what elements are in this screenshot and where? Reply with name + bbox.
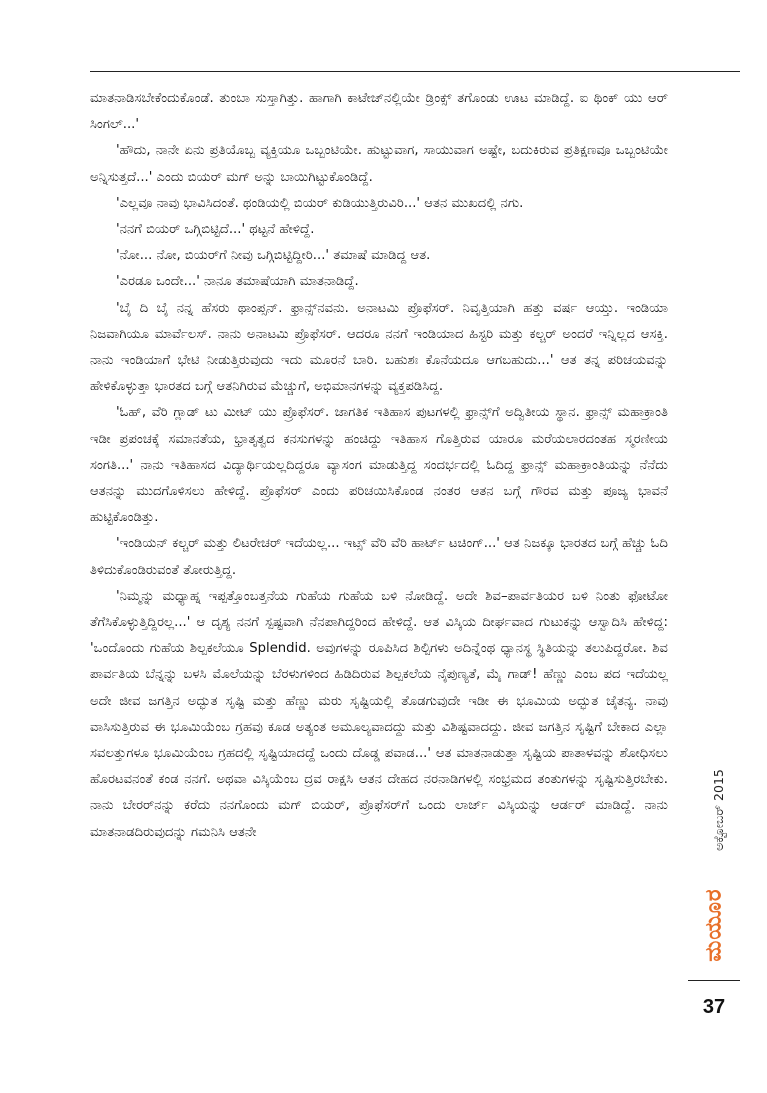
paragraph: 'ಓಹ್, ವೆರಿ ಗ್ಲಾಡ್ ಟು ಮೀಟ್ ಯು ಪ್ರೊಫೆಸರ್. ಜಾಗತಿಕ ಇತಿಹಾಸ ಪುಟಗಳಲ್ಲಿ ಫ್ರಾನ್ಸ್‌ಗೆ ಅದ್ವಿತೀಯ ಸ್ಥಾನ. ಫ್ರಾನ್ಸ್ ಮಹಾಕ್ರಾಂತಿ ಇಡೀ ಪ್ರಪಂಚಕ್ಕೆ ಸಮಾನತೆಯ, ಭ್ರಾತೃತ್ವದ ಕನಸುಗಳನ್ನು ಹಂಚಿದ್ದು ಇತಿಹಾಸ ಗೊತ್ತಿರುವ ಯಾರೂ ಮರೆಯಲಾರದಂತಹ ಸ್ಮರಣೀಯ ಸಂಗತಿ...' ನಾನು ಇತಿಹಾಸದ ವಿದ್ಯಾರ್ಥಿಯಲ್ಲದಿದ್ದರೂ ವ್ಯಾಸಂಗ ಮಾಡುತ್ತಿದ್ದ ಸಂದರ್ಭದಲ್ಲಿ ಓದಿದ್ದ ಫ್ರಾನ್ಸ್ ಮಹಾಕ್ರಾಂತಿಯನ್ನು ನೆನೆದು ಆತನನ್ನು ಮುದಗೊಳಿಸಲು ಹೇಳಿದ್ದೆ. ಪ್ರೊಫೆಸರ್ ಎಂದು ಪರಿಚಯಿಸಿಕೊಂಡ ನಂತರ ಆತನ ಬಗ್ಗೆ ಗೌರವ ಮತ್ತು ಪೂಜ್ಯ ಭಾವನೆ ಹುಟ್ಟಿಕೊಂಡಿತ್ತು. <box>90 405 668 526</box>
paragraph: 'ಎರಡೂ ಒಂದೇ...' ನಾನೂ ತಮಾಷೆಯಾಗಿ ಮಾತನಾಡಿದ್ದೆ. <box>116 274 359 290</box>
page-number: 37 <box>702 996 726 1018</box>
paragraph: 'ನೋ... ನೋ, ಬಿಯರ್‌ಗೆ ನೀವು ಒಗ್ಗಿಬಿಟ್ಟಿದ್ದೀರಿ...' ತಮಾಷೆ ಮಾಡಿದ್ದ ಆತ. <box>116 248 431 264</box>
paragraph: 'ಇಂಡಿಯನ್ ಕಲ್ಚರ್ ಮತ್ತು ಲಿಟರೇಚರ್ ಇದೆಯಲ್ಲ... ಇಟ್ಸ್ ವೆರಿ ವೆರಿ ಹಾರ್ಟ್ ಟಚಿಂಗ್...' ಆತ ನಿಜಕ್ಕೂ ಭಾರತದ ಬಗ್ಗೆ ಹೆಚ್ಚು ಓದಿ ತಿಳಿದುಕೊಂಡಿರುವಂತೆ ತೋರುತ್ತಿದ್ದ. <box>90 536 668 578</box>
magazine-logo: ಮಯೂರ <box>701 888 727 962</box>
paragraph: 'ನನಗೆ ಬಿಯರ್ ಒಗ್ಗಿಬಿಟ್ಟಿದೆ...' ಥಟ್ಟನೆ ಹೇಳಿದ್ದೆ. <box>116 222 315 238</box>
magazine-logo-box <box>688 880 740 970</box>
paragraph: ಮಾತನಾಡಿಸಬೇಕೆಂದುಕೊಂಡೆ. ತುಂಬಾ ಸುಸ್ತಾಗಿತ್ತು. ಹಾಗಾಗಿ ಕಾಟೇಜ್‌ನಲ್ಲಿಯೇ ಡ್ರಿಂಕ್ಸ್ ತಗೊಂಡು ಊಟ ಮಾಡಿದ್ದೆ. ಐ ಥಿಂಕ್ ಯು ಆರ್ ಸಿಂಗಲ್...' <box>90 91 668 133</box>
issue-date: ಅಕ್ಟೋಬರ್ 2015 <box>711 769 726 851</box>
paragraph: 'ಬೈ ದಿ ಬೈ ನನ್ನ ಹೆಸರು ಥಾಂಪ್ಸನ್. ಫ್ರಾನ್ಸ್‌ನವನು. ಅನಾಟಮಿ ಪ್ರೊಫೆಸರ್. ನಿವೃತ್ತಿಯಾಗಿ ಹತ್ತು ವರ್ಷ ಆಯ್ತು. ಇಂಡಿಯಾ ನಿಜವಾಗಿಯೂ ಮಾರ್ವೆಲಸ್. ನಾನು ಅನಾಟಮಿ ಪ್ರೊಫೆಸರ್. ಆದರೂ ನನಗೆ ಇಂಡಿಯಾದ ಹಿಸ್ಟರಿ ಮತ್ತು ಕಲ್ಚರ್ ಅಂದರೆ ಇನ್ನಿಲ್ಲದ ಆಸಕ್ತಿ. ನಾನು ಇಂಡಿಯಾಗೆ ಭೇಟಿ ನೀಡುತ್ತಿರುವುದು ಇದು ಮೂರನೆ ಬಾರಿ. ಬಹುಶಃ ಕೊನೆಯದೂ ಆಗಬಹುದು...' ಆತ ತನ್ನ ಪರಿಚಯವನ್ನು ಹೇಳಿಕೊಳ್ಳುತ್ತಾ ಭಾರತದ ಬಗ್ಗೆ ಆತನಿಗಿರುವ ಮೆಚ್ಚುಗೆ, ಅಭಿಮಾನಗಳನ್ನು ವ್ಯಕ್ತಪಡಿಸಿದ್ದ. <box>90 300 668 395</box>
footer-rule <box>688 980 740 981</box>
issue-date-box <box>704 745 734 875</box>
paragraph: 'ನಿಮ್ಮನ್ನು ಮಧ್ಯಾಹ್ನ ಇಪ್ಪತ್ತೊಂಬತ್ತನೆಯ ಗುಹೆಯ ಗುಹೆಯ ಬಳಿ ನೋಡಿದ್ದೆ. ಅದೇ ಶಿವ–ಪಾರ್ವತಿಯರ ಬಳಿ ನಿಂತು ಫೋಟೋ ತೆಗೆಸಿಕೊಳ್ಳುತ್ತಿದ್ದಿರಲ್ಲ...' ಆ ದೃಶ್ಯ ನನಗೆ ಸ್ಪಷ್ಟವಾಗಿ ನೆನಪಾಗಿದ್ದರಿಂದ ಹೇಳಿದ್ದೆ. ಆತ ವಿಸ್ಕಿಯ ದೀರ್ಘವಾದ ಗುಟುಕನ್ನು ಆಸ್ವಾದಿಸಿ ಹೇಳಿದ್ದ: 'ಒಂದೊಂದು ಗುಹೆಯ ಶಿಲ್ಪಕಲೆಯೂ Splendid. ಅವುಗಳನ್ನು ರೂಪಿಸಿದ ಶಿಲ್ಪಿಗಳು ಅದಿನ್ನೆಂಥ ಧ್ಯಾನಸ್ಥ ಸ್ಥಿತಿಯನ್ನು ತಲುಪಿದ್ದರೋ. ಶಿವ ಪಾರ್ವತಿಯ ಬೆನ್ನನ್ನು ಬಳಸಿ ಮೊಲೆಯನ್ನು ಬೆರಳುಗಳಿಂದ ಹಿಡಿದಿರುವ ಶಿಲ್ಪಕಲೆಯ ನೈಪುಣ್ಯತೆ, ಮೈ ಗಾಡ್! ಹೆಣ್ಣು ಎಂಬ ಪದ ಇದೆಯಲ್ಲ ಅದೇ ಜೀವ ಜಗತ್ತಿನ ಅದ್ಭುತ ಸೃಷ್ಟಿ ಮತ್ತು ಹೆಣ್ಣು ಮರು ಸೃಷ್ಟಿಯಲ್ಲಿ ತೊಡಗುವುದೇ ಇಡೀ ಈ ಭೂಮಿಯ ಅದ್ಭುತ ಚೈತನ್ಯ. ನಾವು ವಾಸಿಸುತ್ತಿರುವ ಈ ಭೂಮಿಯೆಂಬ ಗ್ರಹವು ಕೂಡ ಅತ್ಯಂತ ಅಮೂಲ್ಯವಾದದ್ದು ಮತ್ತು ವಿಶಿಷ್ಟವಾದದ್ದು. ಜೀವ ಜಗತ್ತಿನ ಸೃಷ್ಟಿಗೆ ಬೇಕಾದ ಎಲ್ಲಾ ಸವಲತ್ತುಗಳೂ ಭೂಮಿಯೆಂಬ ಗ್ರಹದಲ್ಲಿ ಸೃಷ್ಟಿಯಾದದ್ದೆ ಒಂದು ದೊಡ್ಡ ಪವಾಡ...' ಆತ ಮಾತನಾಡುತ್ತಾ ಸೃಷ್ಟಿಯ ಪಾತಾಳವನ್ನು ಶೋಧಿಸಲು ಹೊರಟವನಂತೆ ಕಂಡ ನನಗೆ. ಅಥವಾ ವಿಸ್ಕಿಯೆಂಬ ದ್ರವ ರಾಕ್ಷಸಿ ಆತನ ದೇಹದ ನರನಾಡಿಗಳಲ್ಲಿ ಸಂಭ್ರಮದ ತಂತುಗಳನ್ನು ಸೃಷ್ಟಿಸುತ್ತಿರಬೇಕು. ನಾನು ಬೇರರ್‌ನನ್ನು ಕರೆದು ನನಗೊಂದು ಮಗ್ ಬಿಯರ್, ಪ್ರೊಫೆಸರ್‌ಗೆ ಒಂದು ಲಾರ್ಜ್ ವಿಸ್ಕಿಯನ್ನು ಆರ್ಡರ್ ಮಾಡಿದ್ದೆ. ನಾನು ಮಾತನಾಡದಿರುವುದನ್ನು ಗಮನಿಸಿ ಆತನೇ <box>90 588 668 840</box>
paragraph: 'ಹೌದು, ನಾನೇ ಏನು ಪ್ರತಿಯೊಬ್ಬ ವ್ಯಕ್ತಿಯೂ ಒಬ್ಬಂಟಿಯೇ. ಹುಟ್ಟುವಾಗ, ಸಾಯುವಾಗ ಅಷ್ಟೇ, ಬದುಕಿರುವ ಪ್ರತಿಕ್ಷಣವೂ ಒಬ್ಬಂಟಿಯೇ ಅನ್ನಿಸುತ್ತದೆ...' ಎಂದು ಬಿಯರ್ ಮಗ್ ಅನ್ನು ಬಾಯಿಗಿಟ್ಟುಕೊಂಡಿದ್ದೆ. <box>90 143 668 185</box>
article-body <box>90 86 668 846</box>
paragraph: 'ಎಲ್ಲವೂ ನಾವು ಭಾವಿಸಿದಂತೆ. ಥಂಡಿಯಲ್ಲಿ ಬಿಯರ್ ಕುಡಿಯುತ್ತಿರುವಿರಿ...' ಆತನ ಮುಖದಲ್ಲಿ ನಗು. <box>116 195 524 211</box>
header-rule <box>90 71 740 72</box>
